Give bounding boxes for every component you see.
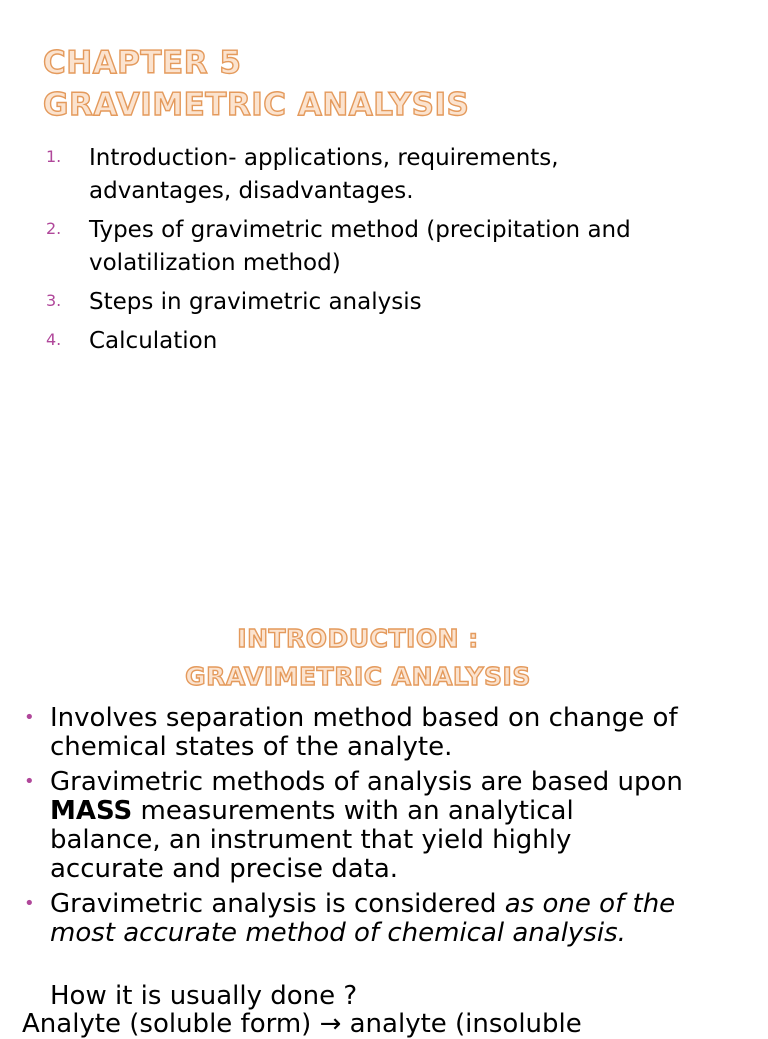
bullet-text-part: measurements with an analytical balance, an instrument that yield highly accurate and precise data. xyxy=(50,796,574,884)
list-item xyxy=(46,214,686,280)
list-item-text: Introduction- applications, requirements, advantages, disadvantages. xyxy=(89,145,559,204)
bullet-text-part: Gravimetric analysis is considered xyxy=(50,889,505,919)
list-item-number: 3. xyxy=(46,291,62,310)
bullet-item xyxy=(24,704,684,762)
bullet-item xyxy=(24,768,684,884)
list-item xyxy=(46,142,686,208)
bullet-text xyxy=(50,768,684,884)
bullet-text: Involves separation method based on change of chemical states of the analyte. xyxy=(50,703,678,762)
list-item xyxy=(46,325,686,358)
list-item-text: Calculation xyxy=(89,328,218,354)
chapter-title-line2: GRAVIMETRIC ANALYSIS xyxy=(43,87,470,123)
chapter-contents-list xyxy=(46,142,686,364)
introduction-title xyxy=(0,620,716,696)
introduction-bullet-list xyxy=(24,704,684,954)
list-item-text: Steps in gravimetric analysis xyxy=(89,289,422,315)
introduction-title-line2: GRAVIMETRIC ANALYSIS xyxy=(185,662,531,691)
chapter-title xyxy=(43,42,469,126)
list-item-number: 1. xyxy=(46,147,62,166)
list-item xyxy=(46,286,686,319)
mass-emphasis: MASS xyxy=(50,796,133,826)
list-item-number: 4. xyxy=(46,330,62,349)
list-item-number: 2. xyxy=(46,219,62,238)
bullet-text xyxy=(50,890,684,948)
accuracy-emphasis: as one of the most accurate method of chemical analysis. xyxy=(50,889,676,948)
bullet-text-part: Gravimetric methods of analysis are based upon xyxy=(50,767,683,797)
chapter-title-line1: CHAPTER 5 xyxy=(43,45,242,81)
bullet-item xyxy=(24,890,684,948)
list-item-text: Types of gravimetric method (precipitation and volatilization method) xyxy=(89,217,631,276)
bullet-icon: • xyxy=(24,707,35,728)
introduction-title-line1: INTRODUCTION : xyxy=(237,624,479,653)
question-line: How it is usually done ? xyxy=(50,981,358,1011)
bullet-icon: • xyxy=(24,893,35,914)
bullet-icon: • xyxy=(24,771,35,792)
cutoff-text-line: Analyte (soluble form) → analyte (insoluble xyxy=(22,1009,582,1039)
